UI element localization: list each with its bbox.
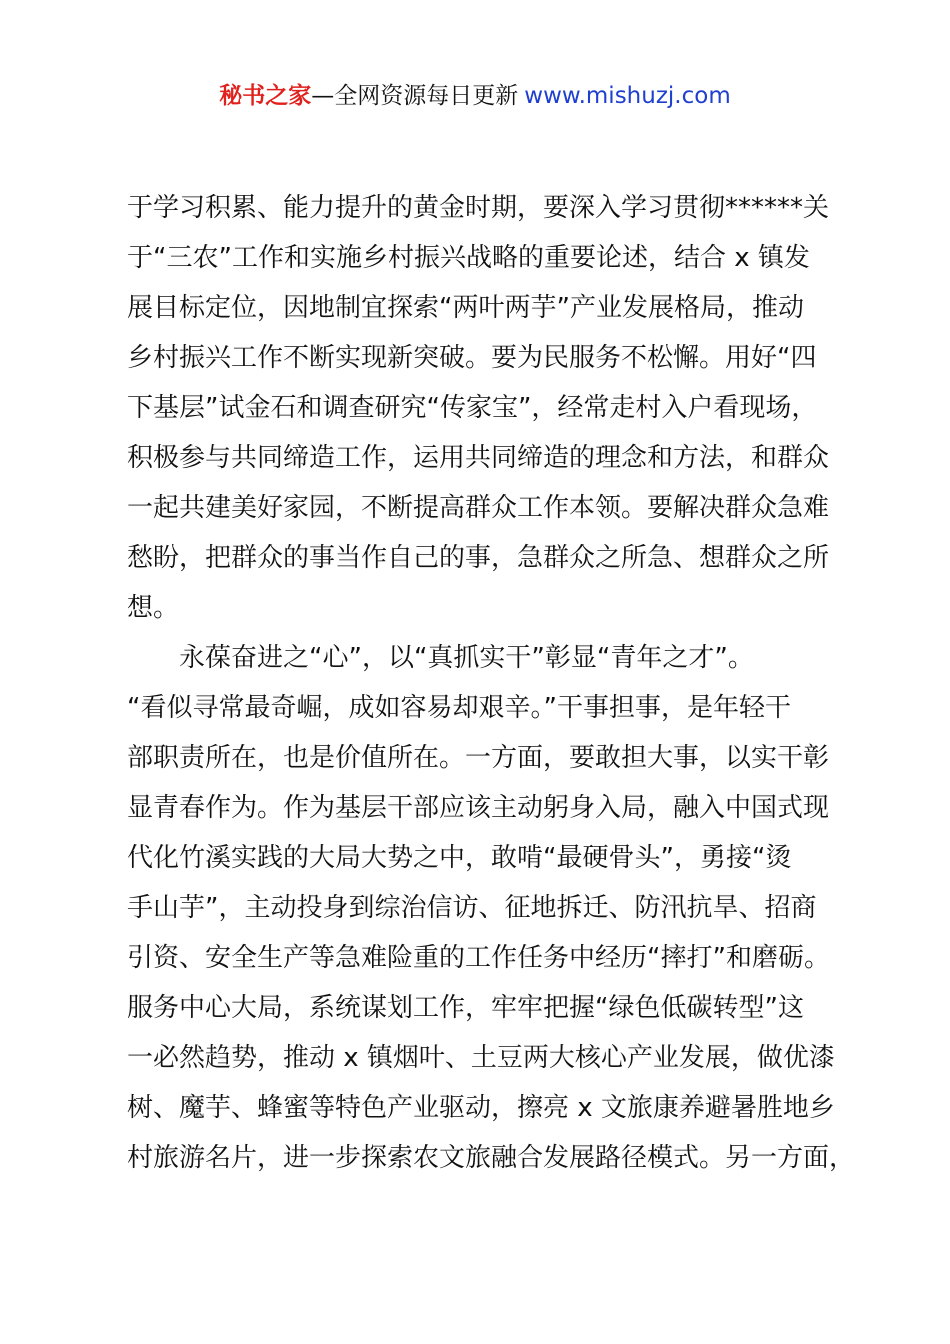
body-line: 引资、安全生产等急难险重的工作任务中经历“摔打”和磨砺。 [127,943,830,973]
body-line: 显青春作为。作为基层干部应该主动躬身入局，融入中国式现 [127,793,830,823]
body-line: 积极参与共同缔造工作，运用共同缔造的理念和方法，和群众 [127,443,830,473]
document-body [127,183,856,1183]
site-url-link[interactable]: www.mishuzj.com [524,83,731,109]
body-line: 一起共建美好家园，不断提高群众工作本领。要解决群众急难 [127,493,830,523]
body-line: 服务中心大局，系统谋划工作，牢牢把握“绿色低碳转型”这 [127,993,804,1023]
paragraph-start-line: 永葆奋进之“心”，以“真抓实干”彰显“青年之才”。 [179,643,754,673]
body-line: 代化竹溪实践的大局大势之中，敢啃“最硬骨头”，勇接“烫 [127,843,792,873]
body-line: 于学习积累、能力提升的黄金时期，要深入学习贯彻******关 [127,193,830,223]
body-line: 村旅游名片，进一步探索农文旅融合发展路径模式。另一方面， [127,1143,856,1173]
body-line: 展目标定位，因地制宜探索“两叶两芋”产业发展格局，推动 [127,293,804,323]
brand-name: 秘书之家 [219,83,312,109]
body-line: 想。 [127,593,180,623]
body-line: 一必然趋势，推动 x 镇烟叶、土豆两大核心产业发展，做优漆 [127,1043,835,1073]
body-line: 手山芋”，主动投身到综治信访、征地拆迁、防汛抗旱、招商 [127,893,817,923]
body-line: 乡村振兴工作不断实现新突破。要为民服务不松懈。用好“四 [127,343,817,373]
page-header [0,80,950,112]
body-line: “看似寻常最奇崛，成如容易却艰辛。”干事担事，是年轻干 [127,693,791,723]
body-line: 下基层”试金石和调查研究“传家宝”，经常走村入户看现场， [127,393,818,423]
body-line: 部职责所在，也是价值所在。一方面，要敢担大事，以实干彰 [127,743,830,773]
body-line: 树、魔芋、蜂蜜等特色产业驱动，擦亮 x 文旅康养避暑胜地乡 [127,1093,835,1123]
body-line: 于“三农”工作和实施乡村振兴战略的重要论述，结合 x 镇发 [127,243,810,273]
header-tagline: —全网资源每日更新 [311,83,519,109]
body-line: 愁盼，把群众的事当作自己的事，急群众之所急、想群众之所 [127,543,830,573]
